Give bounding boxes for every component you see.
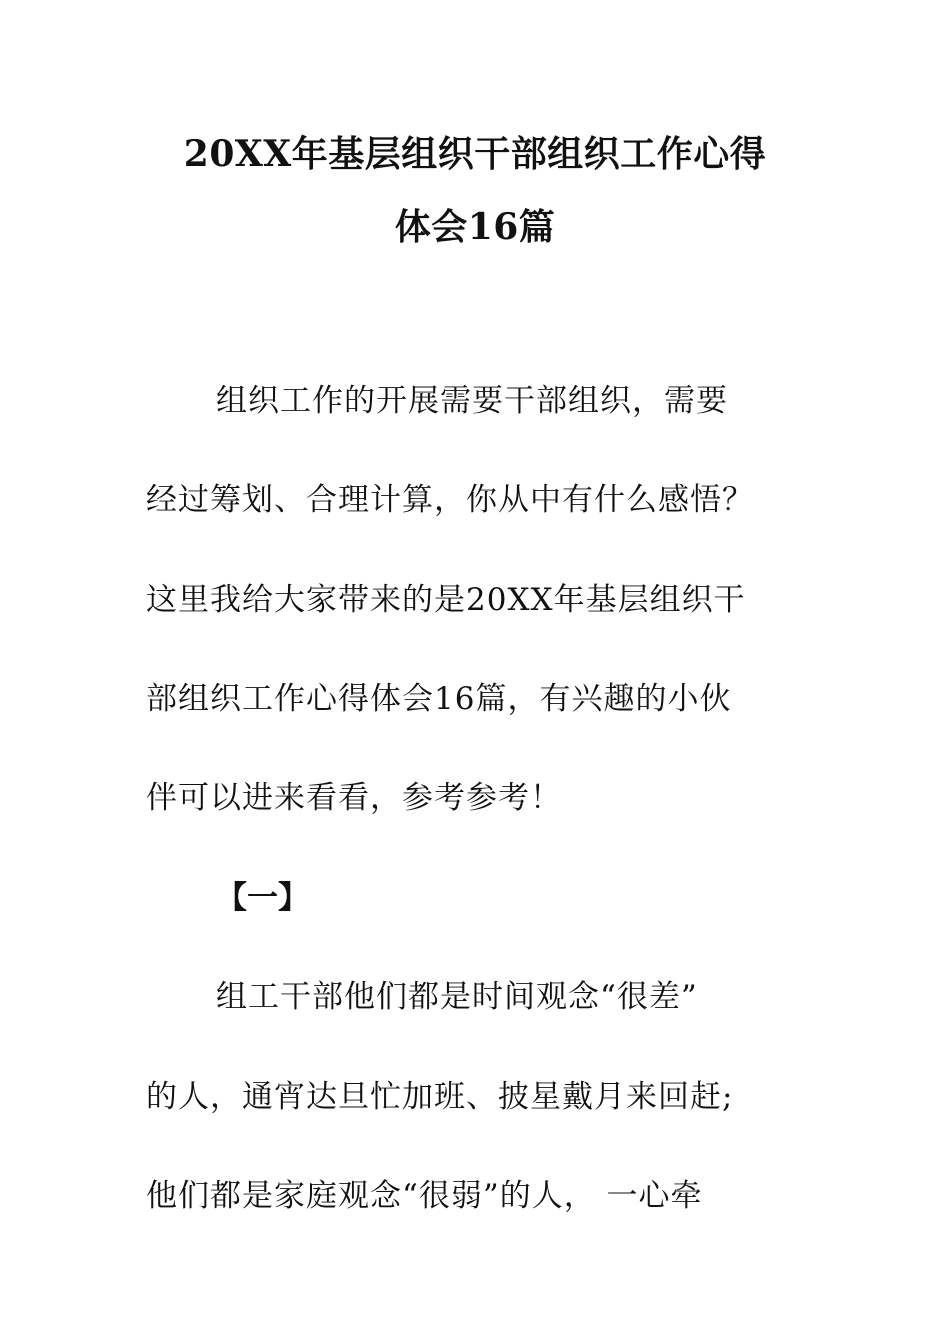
intro-line-1: 组织工作的开展需要干部组织，需要	[216, 383, 728, 419]
intro-line-5: 伴可以进来看看，参考参考！	[146, 780, 562, 816]
intro-line-2: 经过筹划、合理计算，你从中有什么感悟？	[146, 482, 754, 518]
section-line-2: 的人，通宵达旦忙加班、披星戴月来回赶;	[146, 1079, 734, 1115]
section-line-3: 他们都是家庭观念“很弱”的人， 一心牵	[146, 1178, 703, 1214]
intro-line-4: 部组织工作心得体会16篇，有兴趣的小伙	[146, 681, 732, 717]
document-title-line-2: 体会16篇	[394, 206, 556, 248]
document-title-line-1: 20XX年基层组织干部组织工作心得	[183, 133, 767, 175]
section-heading: 【一】	[216, 880, 309, 916]
intro-line-3: 这里我给大家带来的是20XX年基层组织干	[146, 582, 746, 618]
section-line-1: 组工干部他们都是时间观念“很差”	[216, 979, 698, 1015]
